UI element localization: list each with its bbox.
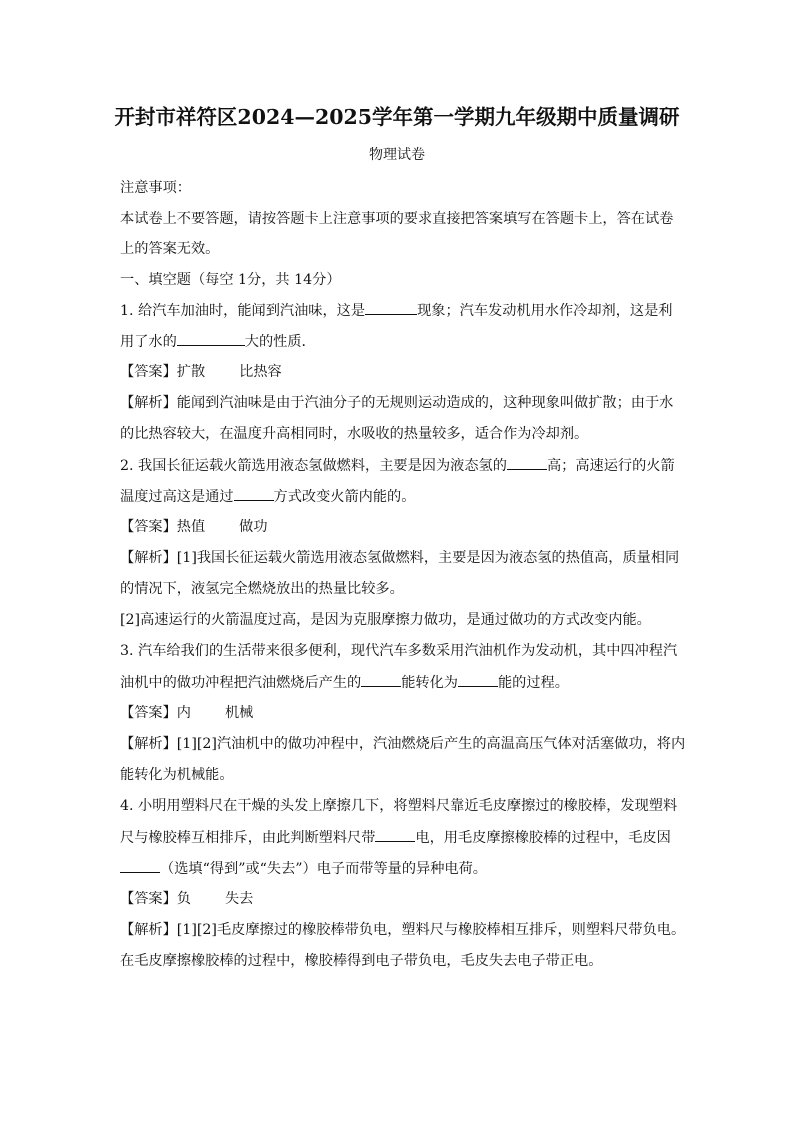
q1-analysis-2: 的比热容较大，在温度升高相同时，水吸收的热量较多，适合作为冷却剂。 [120, 426, 589, 442]
q2-blank-2 [234, 486, 274, 501]
q1-line-1 [120, 300, 672, 321]
q1-blank-2 [177, 331, 245, 346]
analysis-tag: 【解析】 [120, 736, 177, 752]
q2-answer-1: 热值 [176, 519, 206, 535]
q3-line-2 [120, 672, 569, 693]
q2-text-d: 方式改变火箭内能的。 [273, 489, 416, 505]
q1-text-d: 大的性质． [244, 334, 316, 350]
q1-answer-2: 比热容 [239, 364, 282, 380]
notice-heading: 注意事项： [120, 180, 191, 196]
q2-text-c: 温度过高这是通过 [120, 489, 234, 505]
q4-text-d: （选填“得到”或“失去”）电子而带等量的异种电荷。 [160, 861, 487, 877]
notice-line-1: 本试卷上不要答题，请按答题卡上注意事项的要求直接把答案填写在答题卡上，答在试卷 [120, 211, 674, 227]
q2-answer-2: 做功 [239, 519, 268, 535]
q1-answer-1: 扩散 [176, 364, 206, 380]
q2-text-b: 高；高速运行的火箭 [546, 458, 675, 474]
q1-blank-1 [365, 300, 417, 315]
q4-analysis-1 [120, 920, 685, 940]
q4-answer [120, 889, 253, 909]
answer-tag: 【答案】 [120, 705, 177, 721]
q3-line-1: 3. 汽车给我们的生活带来很多便利，现代汽车多数采用汽油机作为发动机，其中四冲程汽 [120, 643, 678, 659]
page-subtitle: 物理试卷 [369, 147, 425, 163]
q4-text-b: 尺与橡胶棒互相排斥，由此判断塑料尺带 [120, 830, 376, 846]
q3-text-d: 能的过程。 [497, 675, 569, 691]
q1-analysis-text-1: 能闻到汽油味是由于汽油分子的无规则运动造成的，这种现象叫做扩散；由于水 [176, 395, 674, 411]
q4-analysis-2: 在毛皮摩擦橡胶棒的过程中，橡胶棒得到电子带负电，毛皮失去电子带正电。 [120, 953, 603, 969]
q1-analysis-1 [120, 393, 673, 413]
q3-analysis-2: 能转化为机械能。 [120, 767, 234, 783]
q3-answer-1: 内 [176, 705, 191, 721]
section-heading: 一、填空题（每空 1分，共 14分） [120, 272, 341, 288]
q2-text-a: 2. 我国长征运载火箭选用液态氢做燃料，主要是因为液态氢的 [120, 458, 507, 474]
answer-tag: 【答案】 [120, 364, 177, 380]
q2-analysis-3: [2]高速运行的火箭温度过高，是因为克服摩擦力做功，是通过做功的方式改变内能。 [120, 612, 651, 628]
q3-blank-2 [458, 672, 498, 687]
q1-answer [120, 362, 282, 382]
q4-answer-2: 失去 [224, 891, 254, 907]
q3-analysis-1 [120, 734, 685, 754]
analysis-tag: 【解析】 [120, 395, 177, 411]
q4-line-2 [120, 827, 671, 848]
q4-text-c: 电，用毛皮摩擦橡胶棒的过程中，毛皮因 [415, 830, 671, 846]
q2-line-1 [120, 455, 675, 476]
q1-text-c: 用了水的 [120, 334, 177, 350]
q4-line-1: 4. 小明用塑料尺在干燥的头发上摩擦几下，将塑料尺靠近毛皮摩擦过的橡胶棒，发现塑料 [120, 798, 678, 814]
q4-analysis-text-1: [1][2]毛皮摩擦过的橡胶棒带负电，塑料尺与橡胶棒相互排斥，则塑料尺带负电。 [176, 922, 686, 938]
q4-line-3 [120, 858, 487, 879]
q2-analysis-1 [120, 548, 679, 568]
q1-text-b: 现象；汽车发动机用水作冷却剂，这是利 [417, 303, 673, 319]
q2-analysis-2: 的情况下，液氢完全燃烧放出的热量比较多。 [120, 581, 404, 597]
notice-line-2: 上的答案无效。 [120, 241, 220, 257]
q3-analysis-text-1: [1][2]汽油机中的做功冲程中，汽油燃烧后产生的高温高压气体对活塞做功，将内 [176, 736, 686, 752]
page-title: 开封市祥符区2024—2025学年第一学期九年级期中质量调研 [114, 105, 680, 129]
q3-blank-1 [361, 672, 401, 687]
q4-blank-1 [375, 827, 415, 842]
answer-tag: 【答案】 [120, 519, 177, 535]
q1-line-2 [120, 331, 316, 352]
answer-tag: 【答案】 [120, 891, 177, 907]
q1-text-a: 1. 给汽车加油时，能闻到汽油味，这是 [120, 303, 366, 319]
q4-blank-2 [120, 858, 160, 873]
q2-analysis-text-1: [1]我国长征运载火箭选用液态氢做燃料，主要是因为液态氢的热值高，质量相同 [176, 550, 680, 566]
analysis-tag: 【解析】 [120, 550, 177, 566]
q4-answer-1: 负 [176, 891, 191, 907]
q3-text-b: 油机中的做功冲程把汽油燃烧后产生的 [120, 675, 362, 691]
q3-answer [120, 703, 253, 723]
analysis-tag: 【解析】 [120, 922, 177, 938]
q3-answer-2: 机械 [224, 705, 254, 721]
q2-line-2 [120, 486, 415, 507]
q3-text-c: 能转化为 [401, 675, 458, 691]
q2-answer [120, 517, 268, 537]
q2-blank-1 [507, 455, 547, 470]
